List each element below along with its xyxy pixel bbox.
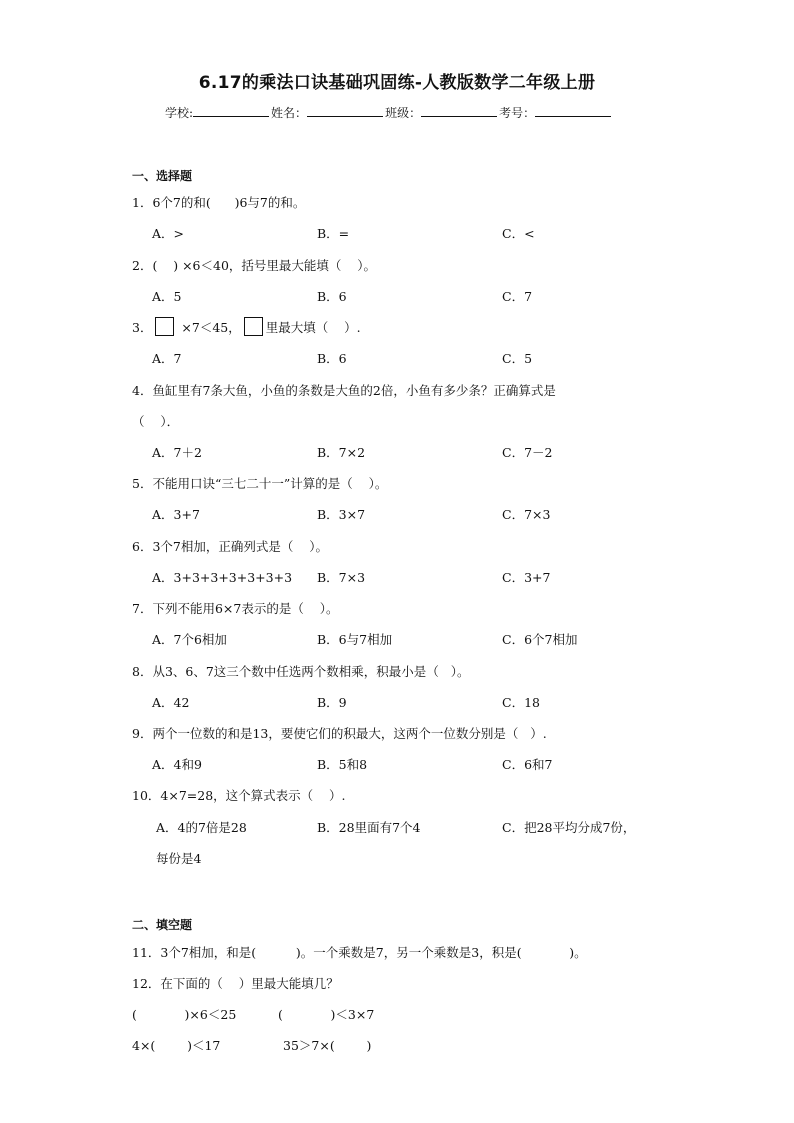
question-10: 10．4×7=28，这个算式表示（ ）. bbox=[132, 788, 346, 803]
student-info-row bbox=[165, 104, 613, 121]
option-c[interactable]: C．6个7相加 bbox=[502, 632, 578, 647]
option-b[interactable]: B．7×2 bbox=[317, 445, 366, 460]
question-8: 8．从3、6、7这三个数中任选两个数相乘，积最小是（ ）。 bbox=[132, 664, 470, 679]
class-blank[interactable] bbox=[421, 104, 497, 117]
option-c[interactable]: C．3+7 bbox=[502, 570, 551, 585]
question-3-middle: ×7＜45， bbox=[177, 320, 241, 335]
question-2: 2．( ) ×6＜40，括号里最大能填（ ）。 bbox=[132, 258, 377, 273]
option-b[interactable]: B．= bbox=[317, 226, 350, 241]
answer-box[interactable] bbox=[155, 317, 174, 336]
option-b[interactable]: B．28里面有7个4 bbox=[317, 820, 421, 835]
question-6: 6．3个7相加，正确列式是（ ）。 bbox=[132, 539, 329, 554]
question-2-options bbox=[152, 287, 692, 305]
name-label: 姓名： bbox=[271, 106, 308, 120]
question-3-end: 里最大填（ ）. bbox=[265, 320, 361, 335]
fill-expression[interactable]: 4×( )＜17 bbox=[132, 1038, 221, 1053]
question-12: 12．在下面的（ ）里最大能填几？ bbox=[132, 976, 339, 991]
option-a[interactable]: A．7个6相加 bbox=[152, 632, 227, 647]
question-4-options bbox=[152, 443, 692, 461]
option-a[interactable]: A．4和9 bbox=[152, 757, 202, 772]
option-c[interactable]: C．< bbox=[502, 226, 535, 241]
school-label: 学校: bbox=[165, 106, 194, 120]
option-a[interactable]: A．4的7倍是28 bbox=[156, 820, 247, 835]
fill-expression[interactable]: ( )×6＜25 bbox=[132, 1007, 237, 1022]
fill-expression[interactable]: 35＞7×( ) bbox=[283, 1038, 372, 1053]
option-c[interactable]: C．7×3 bbox=[502, 507, 551, 522]
question-7-options bbox=[152, 630, 692, 648]
question-5-options bbox=[152, 505, 692, 523]
question-8-options bbox=[152, 693, 692, 711]
question-3-number: 3． bbox=[132, 320, 153, 335]
option-a[interactable]: A．7 bbox=[152, 351, 182, 366]
option-c-continued: 每份是4 bbox=[156, 851, 202, 866]
exam-no-label: 考号： bbox=[499, 106, 536, 120]
option-b[interactable]: B．6与7相加 bbox=[317, 632, 393, 647]
question-5: 5．不能用口诀“三七二十一”计算的是（ ）。 bbox=[132, 476, 388, 491]
option-a[interactable]: A．3+7 bbox=[152, 507, 200, 522]
question-1: 1．6个7的和( )6与7的和。 bbox=[132, 195, 306, 210]
option-a[interactable]: A．> bbox=[152, 226, 185, 241]
answer-box[interactable] bbox=[244, 317, 263, 336]
option-a[interactable]: A．5 bbox=[152, 289, 182, 304]
question-10-options bbox=[152, 818, 692, 836]
question-1-options bbox=[152, 224, 692, 242]
question-7: 7．下列不能用6×7表示的是（ ）。 bbox=[132, 601, 339, 616]
option-b[interactable]: B．6 bbox=[317, 289, 347, 304]
page-title: 6.17的乘法口诀基础巩固练-人教版数学二年级上册 bbox=[198, 73, 596, 93]
option-b[interactable]: B．5和8 bbox=[317, 757, 368, 772]
question-4: 4．鱼缸里有7条大鱼，小鱼的条数是大鱼的2倍，小鱼有多少条？正确算式是 bbox=[132, 383, 556, 398]
question-3 bbox=[132, 317, 361, 336]
question-9-options bbox=[152, 755, 692, 773]
fill-expression[interactable]: ( )＜3×7 bbox=[278, 1007, 375, 1022]
option-a[interactable]: A．42 bbox=[152, 695, 190, 710]
option-b[interactable]: B．7×3 bbox=[317, 570, 366, 585]
option-c[interactable]: C．18 bbox=[502, 695, 540, 710]
option-c[interactable]: C．7 bbox=[502, 289, 533, 304]
option-b[interactable]: B．3×7 bbox=[317, 507, 366, 522]
option-c[interactable]: C．5 bbox=[502, 351, 533, 366]
question-3-options bbox=[152, 349, 692, 367]
school-blank[interactable] bbox=[193, 104, 269, 117]
option-c[interactable]: C．把28平均分成7份， bbox=[502, 820, 636, 835]
section-fill-heading: 二、填空题 bbox=[132, 918, 193, 932]
option-b[interactable]: B．6 bbox=[317, 351, 347, 366]
question-6-options bbox=[152, 568, 692, 586]
option-a[interactable]: A．3+3+3+3+3+3+3 bbox=[152, 570, 293, 585]
exam-no-blank[interactable] bbox=[535, 104, 611, 117]
option-a[interactable]: A．7＋2 bbox=[152, 445, 202, 460]
name-blank[interactable] bbox=[307, 104, 383, 117]
question-9: 9．两个一位数的和是13，要使它们的积最大，这两个一位数分别是（ ）. bbox=[132, 726, 547, 741]
class-label: 班级： bbox=[385, 106, 422, 120]
option-b[interactable]: B．9 bbox=[317, 695, 347, 710]
section-choice-heading: 一、选择题 bbox=[132, 169, 193, 183]
option-c[interactable]: C．6和7 bbox=[502, 757, 553, 772]
question-4-continued: （ ）． bbox=[132, 414, 180, 429]
question-11: 11．3个7相加，和是( )。一个乘数是7，另一个乘数是3，积是( )。 bbox=[132, 945, 587, 960]
option-c[interactable]: C．7－2 bbox=[502, 445, 553, 460]
